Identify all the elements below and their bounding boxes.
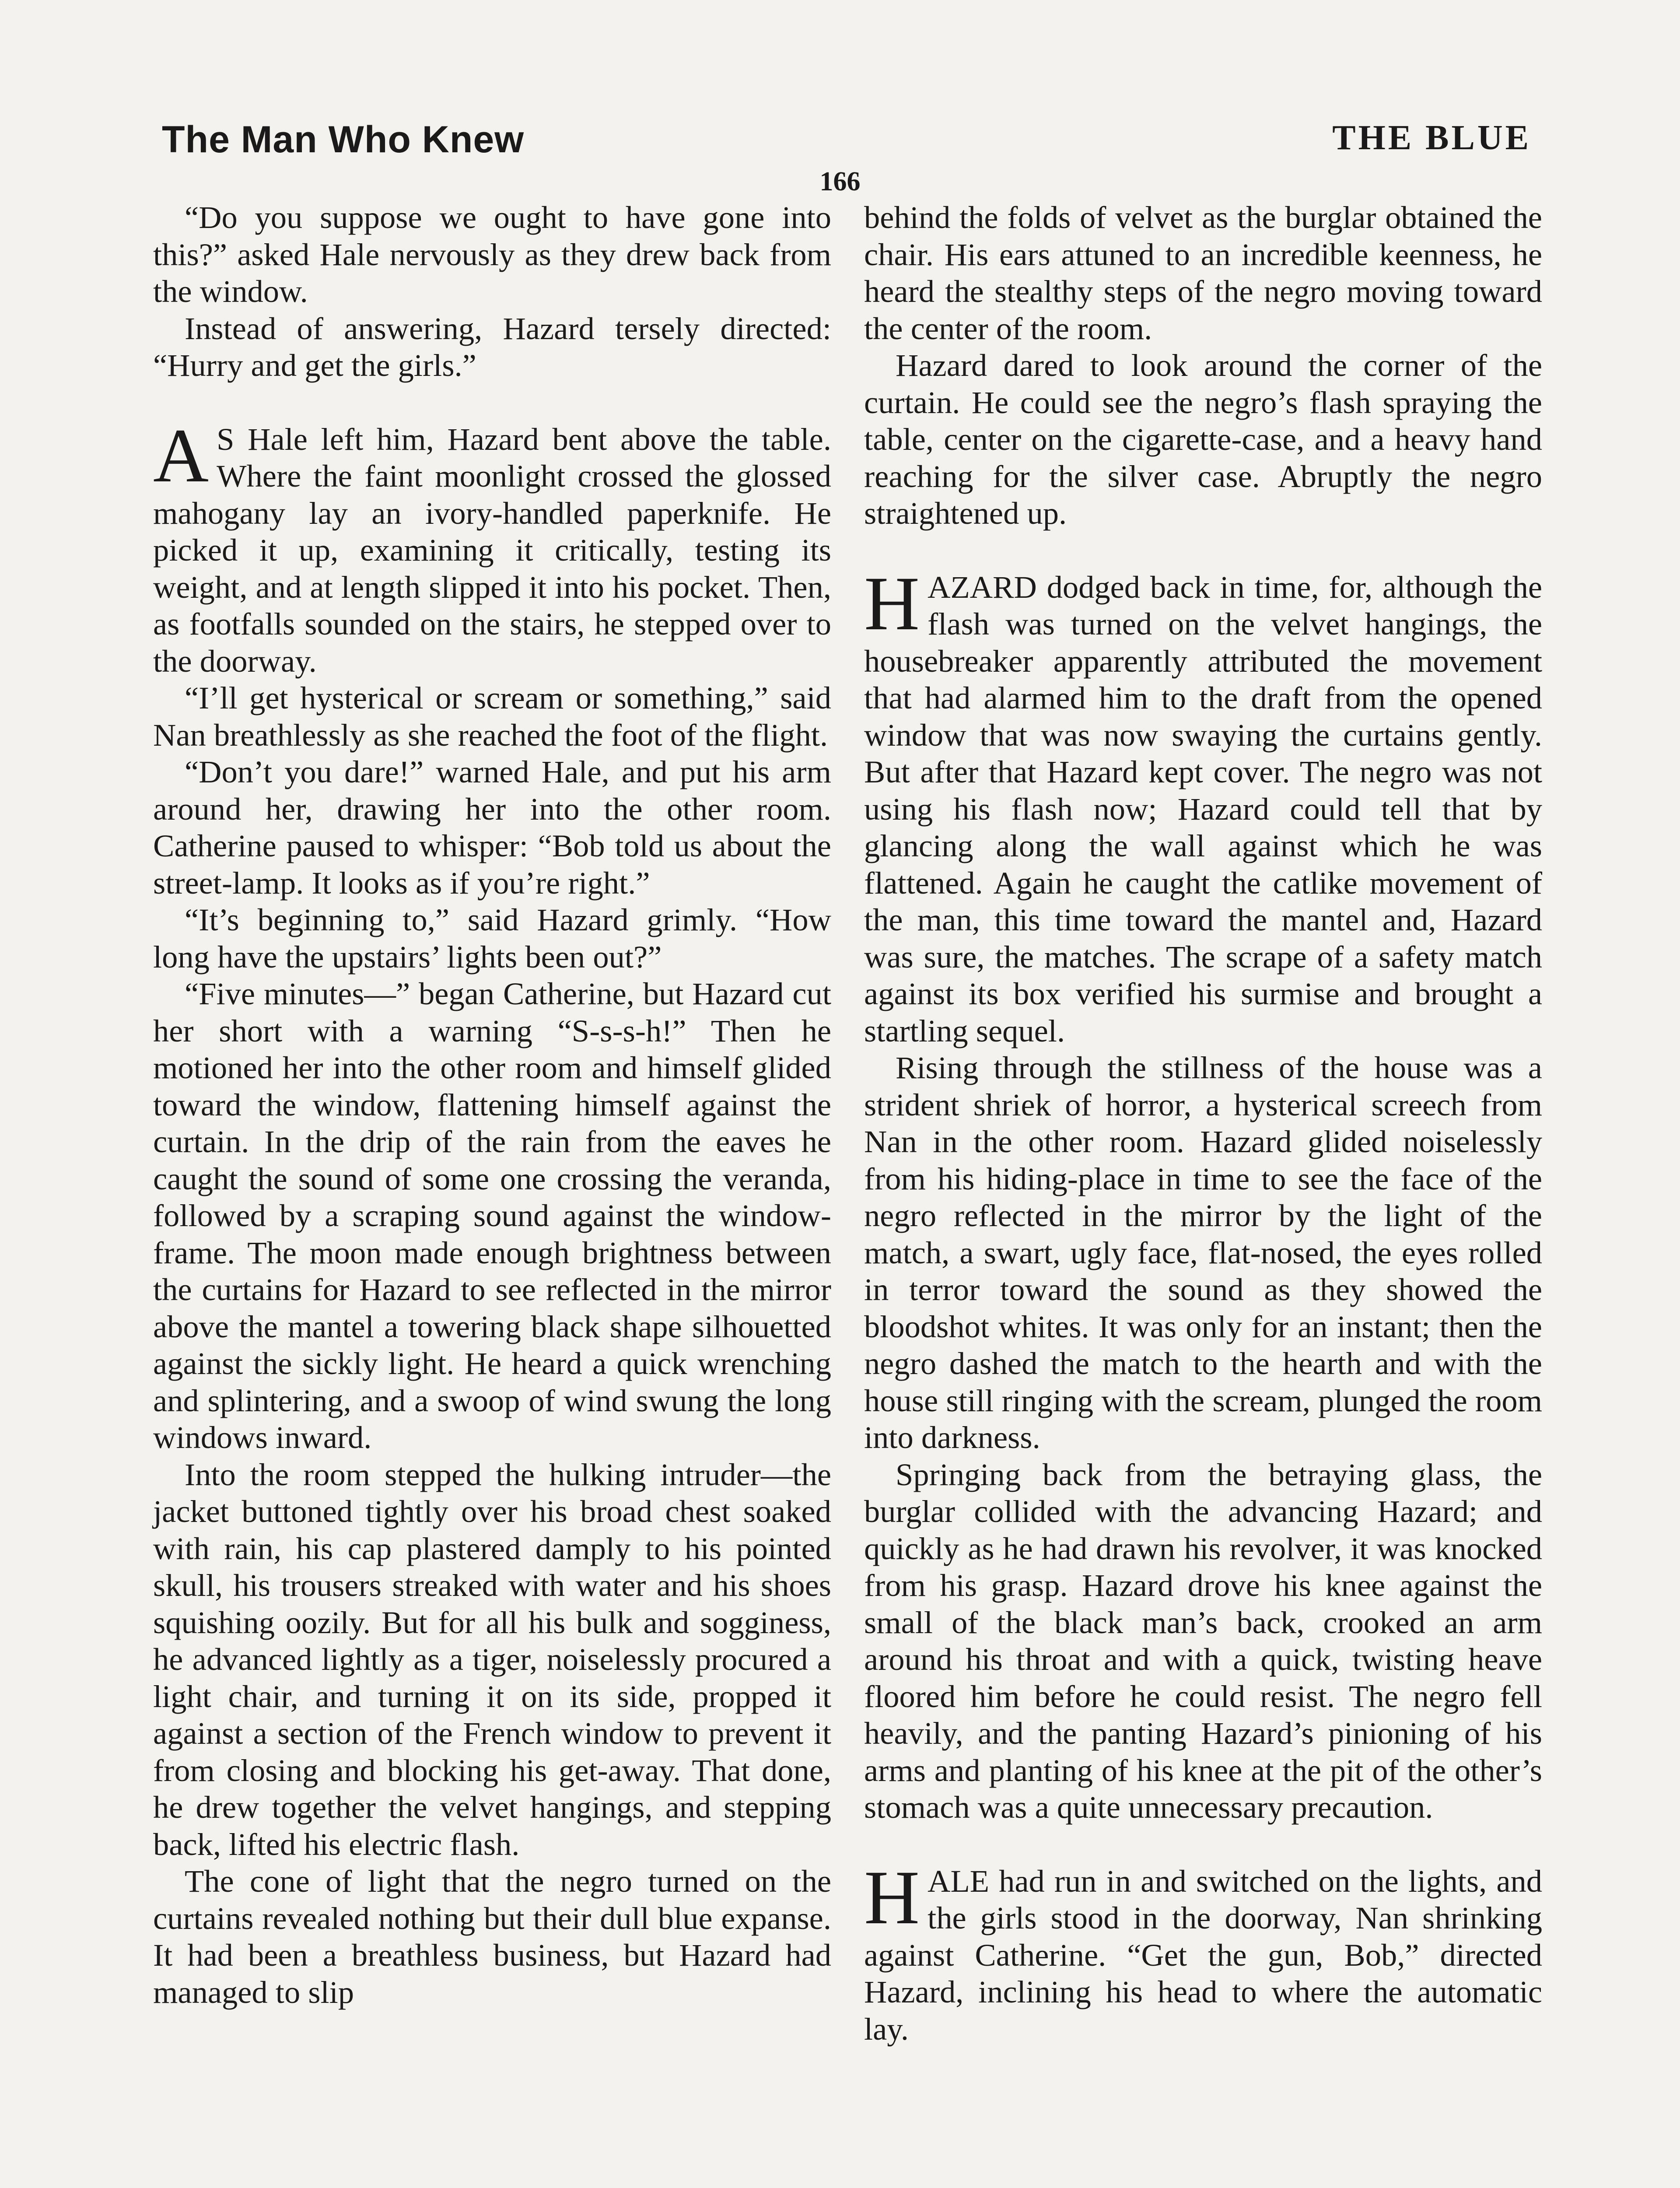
magazine-title: THE BLUE [1332, 119, 1531, 157]
left-column [153, 199, 831, 2011]
paragraph: Hazard dared to look around the corner of the curtain. He could see the negro’s flash spraying the table, center on the cigarette-case, and a heavy hand reaching for the silver case. Abruptly the negro straightened up. [864, 347, 1542, 531]
paragraph [864, 1855, 1542, 2048]
paragraph: Into the room stepped the hulking intruder—the jacket buttoned tightly over his broad chest soaked with rain, his cap plastered damply to his pointed skull, his trousers streaked with water and his shoes squishing oozily. But for all his bulk and sogginess, he advanced lightly as a tiger, noiselessly procured a light chair, and turning it on its side, propped it against a section of the French window to prevent it from closing and blocking his get-away. That done, he drew together the velvet hangings, and stepping back, lifted his electric flash. [153, 1456, 831, 1862]
paragraph [153, 413, 831, 680]
paragraph: “Do you suppose we ought to have gone into this?” asked Hale nervously as they drew back from the window. [153, 200, 831, 309]
section-break [864, 1855, 1542, 2048]
paragraph: The cone of light that the negro turned on the curtains revealed nothing but their dull blue expanse. It had been a breathless business, but Hazard had managed to slip [153, 1863, 831, 2010]
paragraph: “Don’t you dare!” warned Hale, and put his arm around her, drawing her into the other room. Catherine paused to whisper: “Bob told us about the street-lamp. It looks as if you’re right.” [153, 754, 831, 901]
drop-cap: H [864, 1855, 920, 1940]
section-break [153, 413, 831, 2011]
paragraph [864, 561, 1542, 1050]
drop-cap: A [153, 413, 209, 498]
section-break [864, 561, 1542, 1826]
paragraph-text: AZARD dodged back in time, for, although the flash was turned on the velvet hangings, the housebreaker apparently attributed the movement that had alarmed him to the draft from the opened window that was now swaying the curtains gently. But after that Hazard kept cover. The negro was not using his flash now; Hazard could tell that by glancing along the wall against which he was flattened. Again he caught the catlike movement of the man, this time toward the mantel and, Hazard was sure, the matches. The scrape of a safety match against its box verified his surmise and brought a startling sequel. [864, 569, 1542, 1048]
paragraph: Springing back from the betraying glass, the burglar collided with the advancing Hazard; and quickly as he had drawn his revolver, it was knocked from his grasp. Hazard drove his knee against the small of the black man’s back, crooked an arm around his throat and with a quick, twisting heave floored him before he could resist. The negro fell heavily, and the panting Hazard’s pinioning of his arms and planting of his knee at the pit of the other’s stomach was a quite unnecessary precaution. [864, 1456, 1542, 1825]
paragraph: “It’s beginning to,” said Hazard grimly. “How long have the upstairs’ lights been out?” [153, 902, 831, 975]
drop-cap: H [864, 561, 920, 646]
paragraph: “Five minutes—” began Catherine, but Hazard cut her short with a warning “S-s-s-h!” Then he motioned her into the other room and himself glided toward the window, flattening himself against the curtain. In the drip of the rain from the eaves he caught the sound of some one crossing the veranda, followed by a scraping sound against the window-frame. The moon made enough brightness between the curtains for Hazard to see reflected in the mirror above the mantel a towering black shape silhouetted against the sickly light. He heard a quick wrenching and splintering, and a swoop of wind swung the long windows inward. [153, 976, 831, 1455]
paragraph: Rising through the stillness of the house was a strident shriek of horror, a hysterical screech from Nan in the other room. Hazard glided noiselessly from his hiding-place in time to see the face of the negro reflected in the mirror by the light of the match, a swart, ugly face, flat-nosed, the eyes rolled in terror toward the sound as they showed the bloodshot whites. It was only for an instant; then the negro dashed the match to the hearth and with the house still ringing with the scream, plunged the room into darkness. [864, 1050, 1542, 1455]
right-column [864, 199, 1542, 2048]
page-number: 166 [819, 167, 861, 196]
paragraph: Instead of answering, Hazard tersely directed: “Hurry and get the girls.” [153, 310, 831, 383]
paragraph-text: ALE had run in and switched on the lights, and the girls stood in the doorway, Nan shrinking against Catherine. “Get the gun, Bob,” directed Hazard, inclining his head to where the automatic lay. [864, 1863, 1542, 2047]
story-title: The Man Who Knew [162, 119, 525, 161]
paragraph-text: S Hale left him, Hazard bent above the table. Where the faint moonlight crossed the glossed mahogany lay an ivory-handled paperknife. He picked it up, examining it critically, testing its weight, and at length slipped it into his pocket. Then, as footfalls sounded on the stairs, he stepped over to the doorway. [153, 421, 831, 679]
paragraph: behind the folds of velvet as the burglar obtained the chair. His ears attuned to an incredible keenness, he heard the stealthy steps of the negro moving toward the center of the room. [864, 200, 1542, 346]
paragraph: “I’ll get hysterical or scream or something,” said Nan breathlessly as she reached the foot of the flight. [153, 680, 831, 753]
